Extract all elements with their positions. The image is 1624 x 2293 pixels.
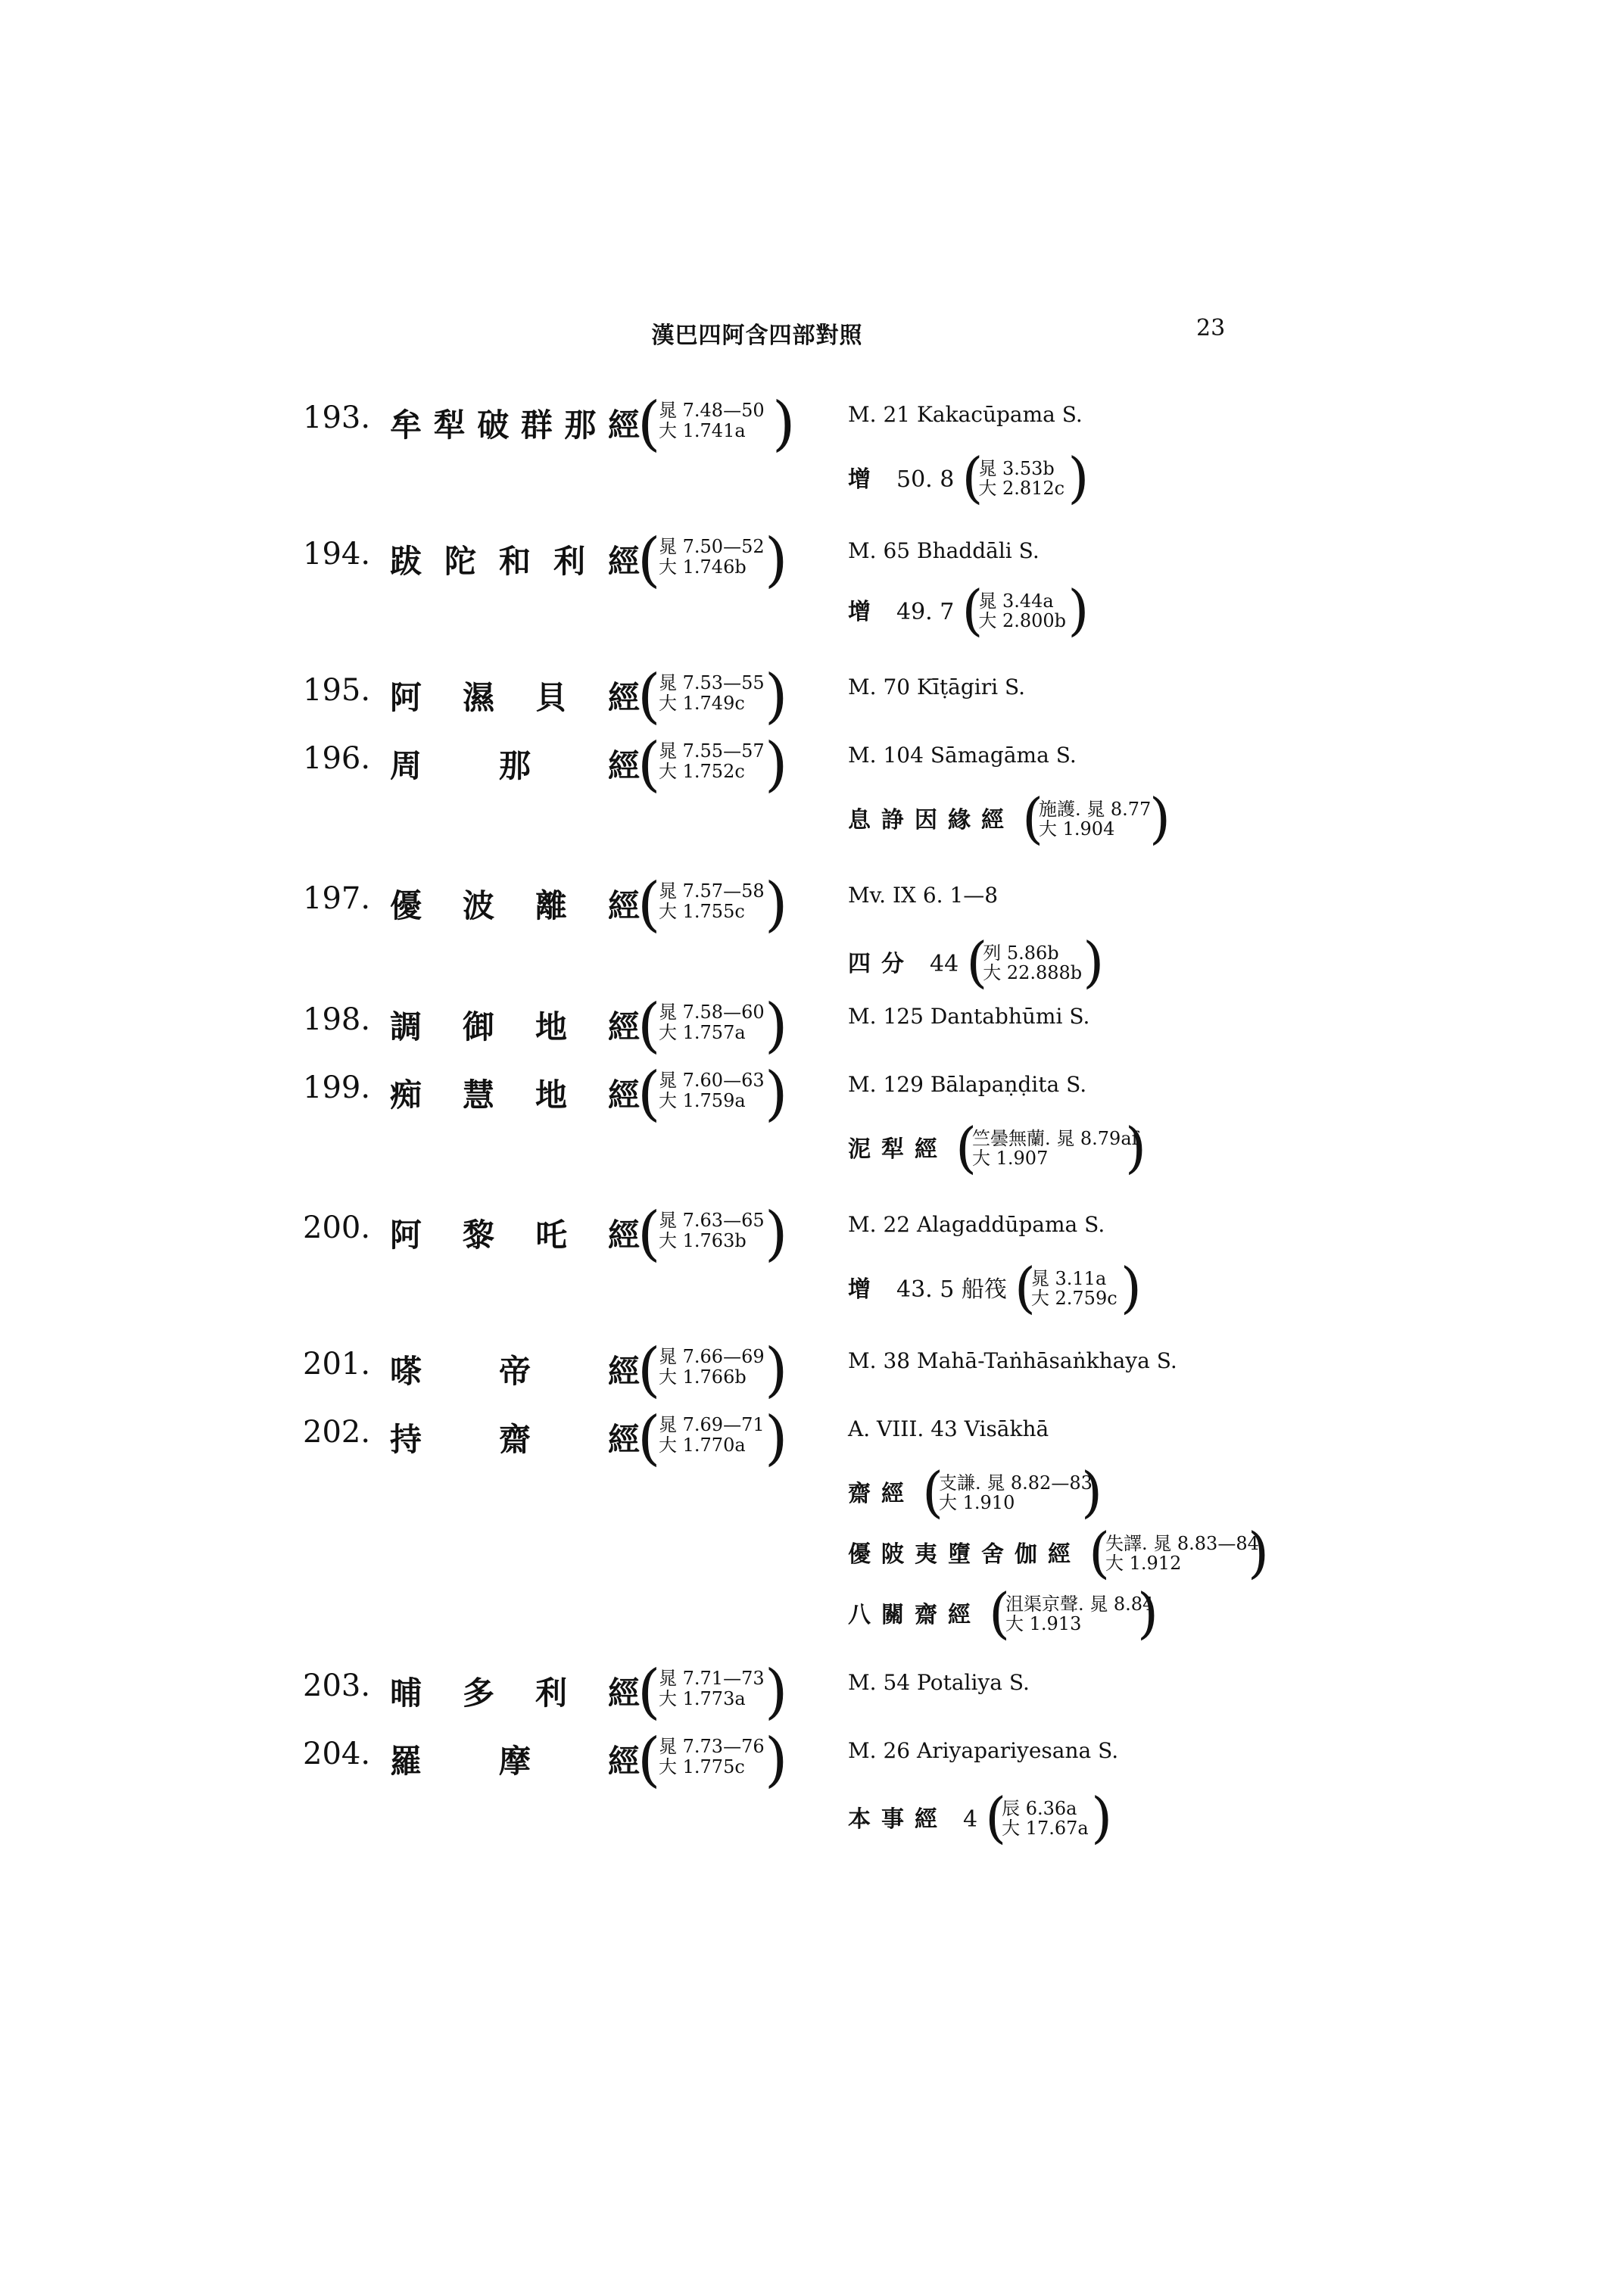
reference-lines xyxy=(659,537,765,578)
reference-line: 施護. 晁 8.77 xyxy=(1039,799,1152,820)
title-char: 羅 xyxy=(390,1743,422,1780)
reference-lines xyxy=(659,881,765,922)
reference-lines xyxy=(1002,1799,1089,1838)
bracket-open: ( xyxy=(1089,1521,1111,1584)
sutra-title xyxy=(390,1668,640,1714)
bracket-close: ) xyxy=(765,1726,788,1794)
title-char: 晡 xyxy=(390,1675,422,1712)
title-char: 地 xyxy=(535,1008,567,1045)
sutra-title xyxy=(390,537,640,582)
subentry-label: 四分 xyxy=(848,951,915,977)
title-char: 調 xyxy=(390,1008,422,1045)
bracket-open: ( xyxy=(637,1726,661,1794)
bracket-open: ( xyxy=(637,1404,661,1472)
reference-line: 晁 7.73—76 xyxy=(659,1736,765,1757)
subentry-label: 優陂夷墮舍伽經 xyxy=(848,1541,1081,1568)
bracket-close: ) xyxy=(765,1658,788,1726)
bracket-open: ( xyxy=(922,1460,944,1524)
title-char: 阿 xyxy=(390,679,422,716)
source-reference xyxy=(637,992,788,1060)
pali-parallel: M. 104 Sāmagāma S. xyxy=(848,743,1077,768)
subentry-reference xyxy=(966,930,1105,994)
entry-number: 196. xyxy=(303,741,371,776)
reference-line: 大 1.912 xyxy=(1105,1553,1182,1574)
reference-line: 大 1.752c xyxy=(659,761,745,782)
entry-row xyxy=(0,1060,1624,1136)
subentry-number: 49. 7 xyxy=(896,599,955,625)
title-char: 經 xyxy=(607,887,640,924)
reference-line: 沮渠京聲. 晁 8.84 xyxy=(1005,1594,1155,1615)
entry-row xyxy=(0,1200,1624,1276)
bracket-close: ) xyxy=(765,1200,788,1268)
bracket-close: ) xyxy=(1081,1460,1103,1524)
title-char: 貝 xyxy=(535,679,567,716)
subentry-reference xyxy=(955,1116,1147,1179)
reference-lines xyxy=(978,459,1064,498)
title-char: 吒 xyxy=(535,1217,567,1254)
title-char: 嗏 xyxy=(390,1353,422,1390)
entry-number: 195. xyxy=(303,673,371,708)
title-char: 經 xyxy=(607,1353,640,1390)
subentry-reference xyxy=(985,1786,1113,1849)
parallel-subentry xyxy=(848,578,1089,642)
subentry-label: 增 xyxy=(848,466,881,493)
reference-line: 大 17.67a xyxy=(1002,1818,1089,1839)
bracket-close: ) xyxy=(1068,446,1089,509)
reference-lines xyxy=(659,1002,765,1043)
subentry-label: 本事經 xyxy=(848,1806,948,1833)
bracket-open: ( xyxy=(1022,787,1044,850)
parallel-subentry xyxy=(848,1786,1113,1849)
title-char: 周 xyxy=(390,747,422,784)
entry-row xyxy=(0,992,1624,1067)
reference-lines xyxy=(659,1070,765,1111)
reference-lines xyxy=(978,591,1066,631)
title-char: 經 xyxy=(607,1008,640,1045)
reference-line: 大 1.907 xyxy=(972,1148,1049,1169)
parallel-subentry xyxy=(848,446,1089,509)
reference-line: 大 1.766b xyxy=(659,1366,747,1388)
reference-line: 晁 7.48—50 xyxy=(659,400,765,421)
entry-row xyxy=(0,662,1624,738)
entry-number: 193. xyxy=(303,400,371,435)
entry-number: 203. xyxy=(303,1668,371,1703)
title-char: 那 xyxy=(498,747,531,784)
parallel-subentry xyxy=(848,1460,1103,1524)
reference-line: 支謙. 晁 8.82—83 xyxy=(939,1472,1093,1494)
reference-lines xyxy=(659,1737,765,1777)
bracket-close: ) xyxy=(765,662,788,731)
source-reference xyxy=(637,731,788,799)
source-reference xyxy=(637,1336,788,1404)
entry-row xyxy=(0,1726,1624,1802)
title-char: 經 xyxy=(607,679,640,716)
subentry-reference xyxy=(1022,787,1171,850)
entry-number: 200. xyxy=(303,1210,371,1245)
reference-line: 晁 7.60—63 xyxy=(659,1070,765,1091)
reference-line: 大 1.775c xyxy=(659,1756,745,1777)
reference-line: 辰 6.36a xyxy=(1002,1798,1077,1819)
entry-number: 198. xyxy=(303,1002,371,1037)
entry-row xyxy=(0,390,1624,466)
bracket-close: ) xyxy=(765,1336,788,1404)
subentry-reference xyxy=(989,1581,1159,1645)
bracket-close: ) xyxy=(765,526,788,594)
entry-row xyxy=(0,871,1624,946)
title-char: 濕 xyxy=(462,679,494,716)
subentry-label: 增 xyxy=(848,1276,881,1303)
bracket-close: ) xyxy=(1137,1581,1159,1645)
subentry-reference xyxy=(922,1460,1103,1524)
bracket-close: ) xyxy=(1149,787,1171,850)
source-reference xyxy=(637,662,788,731)
reference-line: 大 2.759c xyxy=(1030,1288,1117,1309)
subentry-label: 齋經 xyxy=(848,1481,915,1507)
sutra-title xyxy=(390,1347,640,1392)
bracket-close: ) xyxy=(765,992,788,1060)
bracket-open: ( xyxy=(989,1581,1011,1645)
reference-lines xyxy=(983,943,1082,983)
title-char: 黎 xyxy=(462,1217,494,1254)
subentry-label: 增 xyxy=(848,599,881,625)
title-char: 經 xyxy=(607,1675,640,1712)
reference-lines xyxy=(1039,799,1151,839)
entry-row xyxy=(0,1658,1624,1734)
sutra-title xyxy=(390,400,640,446)
bracket-open: ( xyxy=(637,1658,661,1726)
reference-line: 晁 7.57—58 xyxy=(659,880,765,902)
reference-line: 大 2.800b xyxy=(978,610,1067,631)
sutra-title xyxy=(390,673,640,718)
bracket-close: ) xyxy=(765,871,788,939)
bracket-close: ) xyxy=(1125,1116,1147,1179)
reference-line: 大 1.773a xyxy=(659,1688,746,1709)
subentry-label: 泥犁經 xyxy=(848,1136,948,1163)
title-char: 多 xyxy=(462,1675,494,1712)
title-char: 經 xyxy=(607,1217,640,1254)
source-reference xyxy=(637,1726,788,1794)
parallel-subentry xyxy=(848,787,1171,850)
running-header-title: 漢巴四阿含四部對照 xyxy=(651,322,863,349)
bracket-open: ( xyxy=(962,578,983,642)
title-char: 持 xyxy=(390,1421,422,1458)
reference-line: 大 1.763b xyxy=(659,1230,747,1251)
subentry-number: 50. 8 xyxy=(896,466,955,493)
bracket-close: ) xyxy=(765,1060,788,1128)
reference-line: 大 1.746b xyxy=(659,556,747,578)
title-char: 利 xyxy=(535,1675,567,1712)
reference-line: 失譯. 晁 8.83—84 xyxy=(1105,1533,1259,1554)
reference-line: 晁 3.44a xyxy=(978,590,1054,612)
bracket-close: ) xyxy=(1068,578,1089,642)
parallel-subentry xyxy=(848,1116,1147,1179)
subentry-reference xyxy=(962,446,1089,509)
bracket-close: ) xyxy=(765,1404,788,1472)
bracket-open: ( xyxy=(966,930,988,994)
reference-line: 晁 7.71—73 xyxy=(659,1668,765,1689)
reference-line: 大 1.770a xyxy=(659,1435,746,1456)
source-reference xyxy=(637,1658,788,1726)
bracket-open: ( xyxy=(637,731,661,799)
bracket-open: ( xyxy=(637,871,661,939)
bracket-close: ) xyxy=(765,731,788,799)
parallel-subentry xyxy=(848,1256,1142,1319)
title-char: 離 xyxy=(535,887,567,924)
reference-lines xyxy=(659,1210,765,1251)
reference-line: 晁 3.53b xyxy=(978,458,1055,479)
entry-number: 199. xyxy=(303,1070,371,1105)
title-char: 經 xyxy=(607,407,640,444)
sutra-title xyxy=(390,881,640,927)
subentry-reference xyxy=(1014,1256,1142,1319)
reference-lines xyxy=(659,1668,765,1709)
sutra-title xyxy=(390,1415,640,1460)
reference-lines xyxy=(939,1473,1093,1513)
reference-lines xyxy=(659,741,765,782)
reference-line: 晁 7.55—57 xyxy=(659,740,765,762)
reference-line: 大 1.910 xyxy=(939,1492,1015,1513)
pali-parallel: Mv. IX 6. 1—8 xyxy=(848,883,999,908)
sutra-title xyxy=(390,1737,640,1782)
entry-number: 197. xyxy=(303,881,371,916)
title-char: 摩 xyxy=(498,1743,531,1780)
reference-line: 晁 3.11a xyxy=(1030,1268,1107,1289)
reference-lines xyxy=(1005,1594,1154,1634)
reference-line: 大 1.741a xyxy=(659,420,746,441)
reference-line: 晁 7.63—65 xyxy=(659,1210,765,1231)
title-char: 犁 xyxy=(433,407,466,444)
source-reference xyxy=(637,390,796,458)
title-char: 齋 xyxy=(498,1421,531,1458)
title-char: 破 xyxy=(477,407,510,444)
source-reference xyxy=(637,1200,788,1268)
reference-line: 晁 7.58—60 xyxy=(659,1002,765,1023)
title-char: 經 xyxy=(607,1076,640,1114)
reference-lines xyxy=(972,1129,1139,1168)
entry-number: 202. xyxy=(303,1415,371,1450)
reference-line: 大 1.755c xyxy=(659,901,745,922)
reference-lines xyxy=(659,400,765,441)
title-char: 帝 xyxy=(498,1353,531,1390)
title-char: 和 xyxy=(498,543,531,580)
title-char: 御 xyxy=(462,1008,494,1045)
pali-parallel: M. 70 Kīṭāgiri S. xyxy=(848,675,1026,699)
bracket-open: ( xyxy=(637,390,661,458)
source-reference xyxy=(637,871,788,939)
title-char: 阿 xyxy=(390,1217,422,1254)
bracket-open: ( xyxy=(1014,1256,1036,1319)
source-reference xyxy=(637,526,788,594)
sutra-title xyxy=(390,741,640,787)
bracket-open: ( xyxy=(637,992,661,1060)
reference-line: 大 22.888b xyxy=(983,962,1083,983)
parallel-subentry xyxy=(848,930,1105,994)
title-char: 跋 xyxy=(390,543,422,580)
title-char: 經 xyxy=(607,1421,640,1458)
title-char: 經 xyxy=(607,543,640,580)
bracket-close: ) xyxy=(1248,1521,1270,1584)
page-number: 23 xyxy=(1196,315,1226,341)
pali-parallel: A. VIII. 43 Visākhā xyxy=(848,1416,1049,1441)
reference-line: 大 1.749c xyxy=(659,693,745,714)
pali-parallel: M. 21 Kakacūpama S. xyxy=(848,402,1083,427)
reference-line: 大 1.913 xyxy=(1005,1613,1082,1634)
subentry-label: 息諍因緣經 xyxy=(848,807,1015,833)
reference-lines xyxy=(1105,1534,1259,1573)
pali-parallel: M. 129 Bālapaṇḍita S. xyxy=(848,1072,1087,1097)
subentry-reference xyxy=(1089,1521,1270,1584)
bracket-close: ) xyxy=(1091,1786,1113,1849)
bracket-open: ( xyxy=(637,1336,661,1404)
reference-line: 大 1.904 xyxy=(1039,818,1115,840)
reference-line: 大 1.757a xyxy=(659,1022,746,1043)
pali-parallel: M. 22 Alagaddūpama S. xyxy=(848,1212,1105,1237)
subentry-label: 八關齋經 xyxy=(848,1602,981,1628)
pali-parallel: M. 65 Bhaddāli S. xyxy=(848,538,1040,563)
sutra-title xyxy=(390,1070,640,1116)
title-char: 群 xyxy=(520,407,553,444)
reference-lines xyxy=(659,673,765,714)
subentry-number: 4 xyxy=(963,1806,978,1833)
source-reference xyxy=(637,1060,788,1128)
subentry-number: 43. 5 船筏 xyxy=(896,1276,1007,1303)
subentry-reference xyxy=(962,578,1089,642)
entry-row xyxy=(0,1336,1624,1412)
entry-number: 204. xyxy=(303,1737,371,1771)
bracket-open: ( xyxy=(637,662,661,731)
reference-line: 列 5.86b xyxy=(983,942,1059,964)
entry-row xyxy=(0,1404,1624,1480)
parallel-subentry xyxy=(848,1581,1159,1645)
bracket-open: ( xyxy=(955,1116,977,1179)
pali-parallel: M. 26 Ariyapariyesana S. xyxy=(848,1738,1119,1763)
reference-line: 竺曇無蘭. 晁 8.79af xyxy=(972,1128,1139,1149)
title-char: 地 xyxy=(535,1076,567,1114)
title-char: 牟 xyxy=(390,407,422,444)
pali-parallel: M. 54 Potaliya S. xyxy=(848,1670,1030,1695)
title-char: 優 xyxy=(390,887,422,924)
reference-line: 晁 7.53—55 xyxy=(659,672,765,693)
pali-parallel: M. 125 Dantabhūmi S. xyxy=(848,1004,1090,1029)
reference-lines xyxy=(1031,1269,1117,1308)
parallel-subentry xyxy=(848,1521,1270,1584)
entry-number: 201. xyxy=(303,1347,371,1382)
reference-line: 大 2.812c xyxy=(978,478,1065,499)
bracket-open: ( xyxy=(962,446,983,509)
title-char: 陀 xyxy=(444,543,476,580)
sutra-title xyxy=(390,1002,640,1048)
reference-line: 大 1.759a xyxy=(659,1090,746,1111)
title-char: 慧 xyxy=(462,1076,494,1114)
title-char: 痴 xyxy=(390,1076,422,1114)
title-char: 利 xyxy=(553,543,585,580)
bracket-close: ) xyxy=(1120,1256,1142,1319)
bracket-open: ( xyxy=(637,526,661,594)
bracket-open: ( xyxy=(637,1200,661,1268)
title-char: 經 xyxy=(607,1743,640,1780)
source-reference xyxy=(637,1404,788,1472)
entry-row xyxy=(0,526,1624,602)
title-char: 經 xyxy=(607,747,640,784)
bracket-open: ( xyxy=(637,1060,661,1128)
title-char: 波 xyxy=(462,887,494,924)
reference-line: 晁 7.69—71 xyxy=(659,1414,765,1435)
subentry-number: 44 xyxy=(930,951,959,977)
title-char: 那 xyxy=(564,407,597,444)
pali-parallel: M. 38 Mahā-Taṅhāsaṅkhaya S. xyxy=(848,1348,1177,1373)
reference-lines xyxy=(659,1347,765,1388)
sutra-title xyxy=(390,1210,640,1256)
entry-number: 194. xyxy=(303,537,371,572)
bracket-close: ) xyxy=(772,390,796,458)
reference-lines xyxy=(659,1415,765,1456)
bracket-close: ) xyxy=(1083,930,1105,994)
entry-row xyxy=(0,731,1624,806)
reference-line: 晁 7.66—69 xyxy=(659,1346,765,1367)
reference-line: 晁 7.50—52 xyxy=(659,536,765,557)
bracket-open: ( xyxy=(985,1786,1007,1849)
